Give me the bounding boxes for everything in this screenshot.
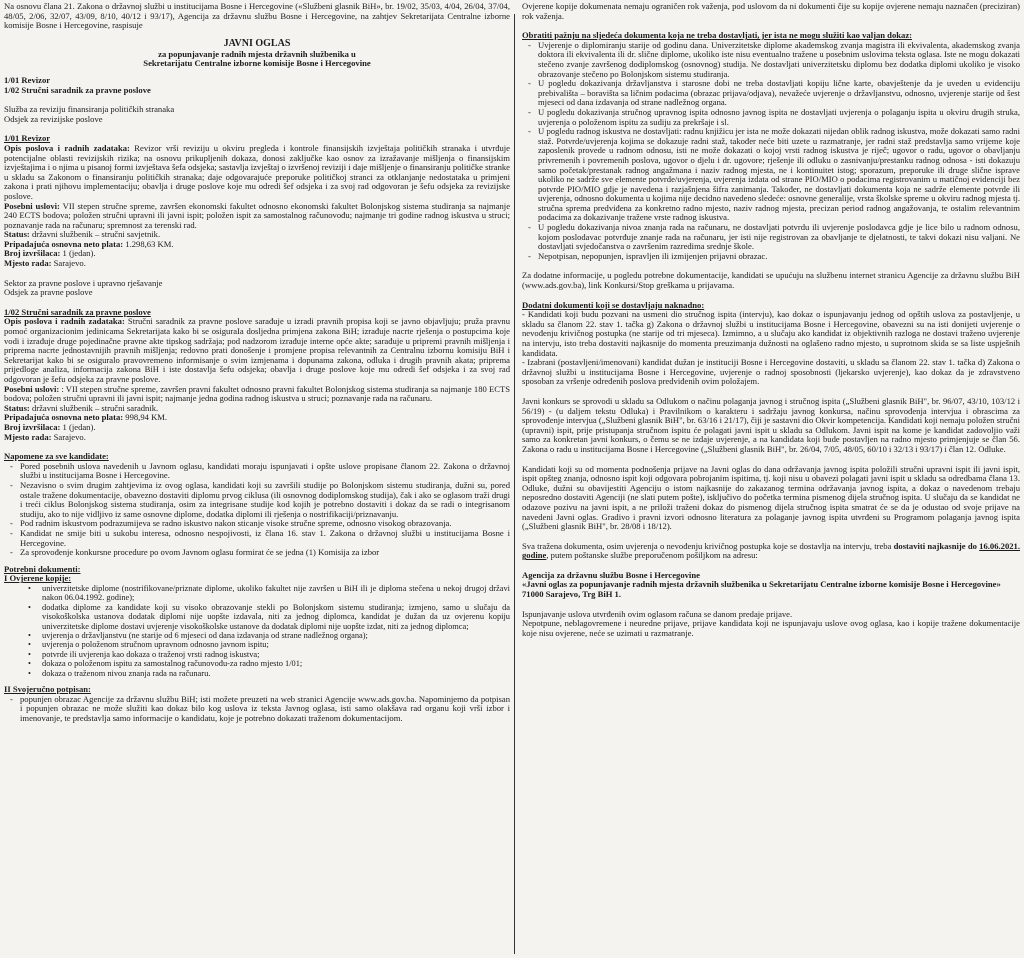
label: Broj izvršilaca: bbox=[4, 248, 61, 259]
value: VII stepen stručne spreme, završen ekonomski fakultet odnosno ekonomski fakultet Bolonjskog sistema studiranja sa najmanje 240 ECTS bodova; položen stručni upravni ili javni ispit; položen ispit za samostalnog računovođu; najmanje tri godine radnog iskustva u struci; poznavanje rada na računaru; spremnost za terenski rad. bbox=[4, 200, 511, 230]
value: Sarajevo. bbox=[51, 258, 86, 269]
value: 1 (jedan). bbox=[60, 421, 96, 432]
list-item: • dodatka diplome za kandidate koji su visoko obrazovanje stekli po Bolonjskom sistemu studiranja; izmjeno, samo u slučaju da visokoškolska ustanova dodatak diplomi nije uopšte izdavala, niti za jednog diplomca, kandidat je dužan da uz ovjerenu kopiju univerzitetske diplome dostavi uvjerenje visokoškolske ustanove da dodatak diplomi nije uopšte izdat, niti za jednog diplomca; bbox=[24, 603, 510, 631]
list-item: - U pogledu dokazivanja državljanstva i starosne dobi ne treba dostavljati kopiju lične karte, obavještenje da je uveden u evidenciju prebivališta – boravišta sa ličnim podacima (obrazac prijava/odjava), nevažeće uvjerenje o državljanstvu, odnosno, uvjerenje starije od šest mjeseci od dana izdavanja od strane nadležnog organa. bbox=[522, 79, 1020, 108]
label: Status: bbox=[4, 229, 30, 240]
label: Pripadajuća osnovna neto plata: bbox=[4, 412, 124, 423]
documents-list bbox=[4, 584, 510, 678]
position-2-location bbox=[4, 433, 510, 443]
list-item: • univerzitetske diplome (nostrifikovane/priznate diplome, ukoliko fakultet nije završen u BiH ili je diploma stečena u nekoj drugoj državi nakon 06.04.1992. godine); bbox=[24, 584, 510, 603]
position-1-description bbox=[4, 144, 510, 202]
list-item: • potvrde ili uvjerenja kao dokaza o traženoj vrsti radnog iskustva; bbox=[24, 650, 510, 659]
announcement-subtitle-1: za popunjavanje radnih mjesta državnih službenika u bbox=[158, 48, 356, 59]
label: Mjesto rada: bbox=[4, 258, 52, 269]
value: : VII stepen stručne spreme, završen pravni fakultet odnosno pravni fakultet Bolonjskog sistema studiranja sa najmanje 180 ECTS bodova; položen stručni upravni ili javni ispit; najmanje jedna godina radnog iskustva u struci; poznavanje rada na računaru. bbox=[4, 383, 511, 404]
address-line-1: Agencija za državnu službu Bosne i Hercegovine bbox=[522, 569, 700, 580]
list-item: - U pogledu dokazivanja nivoa znanja rada na računaru, ne dostavljati potvrdu ili uvjerenje poslodavca gdje je lice bilo u radnom odnosu, kojom poslodavac potvrđuje znanje rada na računaru, jer isti nije registrovan za obavljanje te djelatnosti, te takvi dokazi nisu valjani. Ne dostavljati svjedočanstva o završenim razredima srednje škole. bbox=[522, 223, 1020, 252]
certified-copies-note: Ovjerene kopije dokumenata nemaju ograničen rok važenja, pod uslovom da ni dokumenti čije su kopije ovjerene nemaju naznačen (preciziran) rok važenja. bbox=[522, 1, 1020, 21]
position-1-requirements bbox=[4, 202, 510, 231]
notes-list bbox=[4, 462, 510, 558]
label: Pripadajuća osnovna neto plata: bbox=[4, 238, 124, 249]
label: Broj izvršilaca: bbox=[4, 421, 61, 432]
value: 1 (jedan). bbox=[60, 248, 96, 259]
documents-heading: Potrebni dokumenti: bbox=[4, 563, 81, 574]
extra-documents-item-1: - Kandidati koji budu pozvani na usmeni dio stručnog ispita (intervju), kao dokaz o ispunjavanju jednog od opštih uslova za postavljenje, u skladu sa članom 22. stav 1. tačka g) Zakona o državnoj službi u institucijama Bosne i Hercegovine, obavezni su na isti donijeti uvjerenje o nevođenju krivičnog postupka (ne starije od tri mjeseca). Izmimno, a u slučaju ako kandidat iz objektivnih razloga ne dostavi traženo uvjerenje na intervju, isto treba dostaviti najkasnije do momenta preuzimanja dužnosti na oglašeno radno mjesto, u suprotnom skida se sa liste uspješnih kandidata. bbox=[522, 309, 1020, 358]
deadline-label: dostaviti najkasnije do bbox=[893, 540, 977, 551]
department-1-name: Služba za reviziju finansiranja političkih stranaka bbox=[4, 104, 175, 115]
address-line-2: «Javni oglas za popunjavanje radnih mjesta državnih službenika u Sekretarijatu Centralne izborne komisije Bosne i Hercegovine» bbox=[522, 579, 1001, 590]
value: državni službenik – stručni savjetnik. bbox=[29, 229, 161, 240]
list-item: - Uvjerenje o diplomiranju starije od godinu dana. Univerzitetske diplome akademskog zvanja magistra ili ekvivalenta, akademskog zvanja doktora ili ekvivalenta ili dr. slične diplome, ukoliko iste nisu eventualno tražene u posebnim uslovima teksta oglasa. Iste ne mogu dokazati stečeno zvanje završenog dodiplomskog (osnovnog) studija. Ne dostavljati univerzitetsku diplomu bez dodatka diplomi ukoliko je visoko obrazovanje stečeno po Bolonjskom sistemu studiranja. bbox=[522, 41, 1020, 79]
list-item: • uvjerenja o položenom stručnom upravnom odnosno javnom ispitu; bbox=[24, 640, 510, 649]
signed-form-list bbox=[4, 695, 510, 724]
toc-item-1: 1/01 Revizor bbox=[4, 74, 51, 85]
extra-documents-item-2: - Izabrani (postavljeni/imenovani) kandidat dužan je instituciji Bosne i Hercegovine dostaviti, u skladu sa članom 22. stav 1. tačka d) Zakona o državnoj službi u institucijama Bosne i Hercegovine, uvjerenje o radnoj sposobnosti (ljekarsko uvjerenje), kao dokaz da je zdravstveno sposoban za vršenje određenih poslova predviđenih ovim položajem. bbox=[522, 357, 1020, 387]
value: 1.298,63 KM. bbox=[123, 238, 174, 249]
position-2-requirements bbox=[4, 385, 510, 404]
list-item: - U pogledu radnog iskustva ne dostavljati: radnu knjižicu jer ista ne može dokazati nijedan oblik radnog iskustva, može dokazati samo radni staž. Potvrde/uvjerenja kojima se dokazuje radni staž, također neće biti uzete u razmatranje, jer radni staž predstavlja samo vrijeme koje zaposlenik provede u radnom odnosu, isti ne može dokazati o kojoj vrsti radnog iskustva je riječ; ugovor o radu, ugovor o obavljanju privremenih i povremenih poslova, ugovor o djelu i dr. ugovore; rješenje ili odluku o zasnivanju/prestanku radnog odnosa - isti dokazuju samo početak/prestanak radnog angažmana i naziv radnog mjesta, ne i kontinuitet istog; sporazum, preporuke ili druge slične isprave ukoliko ne sadrže sve elemente potvrde/uvjerenja, uvjerenja izdata od strane PIO/MIO o podacima registrovanim u matičnoj evidenciji bez potvrde PIO/MIO gdje je navedena i razjašnjena šifra zanimanja. Također, ne dostavljati dokumenta koja ne sadrže elemente potvrde ili uvjerenja, odnosno dokumenta u kojima nije decidno navedeno sledeće: osnovne generalije, vrsta školske spreme u okviru radnog mjesta tj. stručna sprema predviđena za konkretno radno mjesto, naziv radnog mjesta, precizan period radnog angažovanja, te ostalim relevantnim podacima za dokazivanje tražene vrste radnog iskustva. bbox=[522, 127, 1020, 223]
value: Stručni saradnik za pravne poslove sarađuje u izradi pravnih propisa koji se javno objavljuju; pruža pravnu pomoć organizacionim jedinicama Sekretarijata kako bi se osiguraIa dosljedna primjena zakona BiH; izrađuje nacrte rješenja o postupcima koje vodi i izrađuje druge pojedinačne pravne akte tipskog sadržaja; pod nadzorom izrađuje interne opće akte; sarađuje u pripremi pravnih mišljenja i pripremа nacrte jednostavnijih pravnih mišljenja; redovno prati donošenje i promjene propisa relevantnih za Centralnu izbornu komisiju BiH i Sekretarijat kako bi se osiguralo pravovremeno informisanje o svim izmjenama i dopunama zakona, odluka i drugih pravnih akata; priprema prijedloge analiza, informacija zakona BiH i iste dostavlja šefu odsjeka; obavlja i druge poslove koje mu odredi šef odsjeka i za svoj rad odgovoran je šefu odsjeka za pravne poslove. bbox=[4, 316, 511, 384]
left-column bbox=[4, 2, 510, 723]
additional-info-paragraph: Za dodatne informacije, u pogledu potrebne dokumentacije, kandidati se upućuju na službenu internet stranicu Agencije za državnu službu BiH (www.ads.gov.ba), link Konkursi/Stop greškama u prijavama. bbox=[522, 270, 1020, 291]
list-item: - Za sprovođenje konkursne procedure po ovom Javnom oglasu formirat će se jedna (1) Komisija za izbor bbox=[4, 548, 510, 558]
position-1-location bbox=[4, 259, 510, 269]
list-item: - Nepotpisan, nepopunjen, ispravljen ili izmijenjen prijavni obrazac. bbox=[522, 252, 1020, 262]
position-2-description bbox=[4, 317, 510, 384]
rejection-note: Nepotpune, neblagovremene i neuredne prijave, prijave kandidata koji ne ispunjavaju uslove ovog oglasa, kao i kopije tražene dokumentacije koje nisu ovjerene, neće se uzimati u razmatranje. bbox=[522, 618, 1020, 638]
list-item: • dokaza o položenom ispitu za samostalnog računovođu-za radno mjesto 1/01; bbox=[24, 659, 510, 668]
value: 998,94 KM. bbox=[123, 412, 168, 423]
notes-heading: Napomene za sve kandidate: bbox=[4, 451, 109, 462]
column-divider bbox=[514, 14, 515, 954]
deadline-paragraph bbox=[522, 542, 1020, 561]
list-item: - U pogledu dokazivanja stručnog upravnog ispita odnosno javnog ispita ne dostavljati uvjerenja o polaganju ispita u okviru drugih struka, uvjerenja o položenom ispitu za sudiju za prekršaje i sl. bbox=[522, 108, 1020, 127]
public-exam-paragraph: Javni konkurs se sprovodi u skladu sa Odlukom o načinu polaganja javnog i stručnog ispita („Službeni glasnik BiH", br. 96/07, 43/10, 103/12 i 56/19) - (u daljem tekstu Odluka) i Pravilnikom o karakteru i sadržaju javnog konkursa, načinu sprovođenja intervjua i obrascima za sprovođenje intervjua („Službeni glasnik BiH", br. 63/16 i 21/17), čiji je sastavni dio Okvir kompetencija. Kandidati koji nemaju položen stručni (upravni) ispit, prije pristupanja stručnom ispitu će polagati javni ispit u skladu sa Odlukom. Javni ispit na kome je kandidat zadovoljio važi samo za konkretan javni konkurs, o čemu se ne izdaje uvjerenje, a na kandidata koji bude postavljen na radno mjesto primjenjuje se član 56. Zakona o radu u institucijama Bosne i Hercegovine („Službeni glasnik BiH", br. 26/04, 7/05, 48/05, 60/10 i 32/13 i 93/17) i član 12. Odluke. bbox=[522, 395, 1020, 454]
list-item: - Pored posebnih uslova navedenih u Javnom oglasu, kandidati moraju ispunjavati i opšte uslove propisane članom 22. Zakona o državnoj službi u institucijama Bosne i Hercegovine. bbox=[4, 462, 510, 481]
label: Opis poslova i radnih zadataka: bbox=[4, 316, 125, 327]
list-item: - Pod radnim iskustvom podrazumijeva se radno iskustvo nakon sticanje visoke stručne spreme, odnosno visokog obrazovanja. bbox=[4, 519, 510, 529]
exam-exemption-paragraph: Kandidati koji su od momenta podnošenja prijave na Javni oglas do dana održavanja javnog ispita položili stručni upravni ispit ili javni ispit, ispit opšteg znanja, odnosno ispit koji odgovara pobrojanim ispitima, tj. koji nisu u obavezi polagati javni ispit u skladu sa odredbama člana 13. Odluke, dužni su obavijestiti Agenciju o istom najkasnije do zakazanog termina održavanja javnog ispita, a dokaz o navedenom trebaju neposredno dostaviti Agenciji (ne slati putem pošte), isključivo do početka termina pismenog dijela stručnog ispita. U slučaju da se kandidat ne odazove pozivu na javni ispit, a ne priloži traženi dokaz do pismenog dijela stručnog ispita smatrat će se da je odustao od svoje prijave na navedeni Javni oglas. Gradivo i pravni izvori odnosno literatura za polaganje javnog ispita utvrđeni su Programom polaganja javnog ispita („Službeni glasnik BiH", br. 28/08 i 18/12). bbox=[522, 463, 1020, 532]
toc-item-2: 1/02 Stručni saradnik za pravne poslove bbox=[4, 84, 151, 95]
attention-heading: Obratiti pažnju na sljedeća dokumenta koja ne treba dostavljati, jer ista ne mogu služiti kao valjan dokaz: bbox=[522, 30, 912, 41]
deadline-rest: , putem poštanske službe preporučenom pošiljkom na adresu: bbox=[546, 550, 758, 561]
deadline-date: 16.06.2021. godine bbox=[522, 540, 1020, 561]
value: Revizor vrši reviziju u okviru pregleda i kontrole finansijskih izvještaja političkih stranaka i utvrđuje potencijalne oblasti revizijskih rizika; na osnovu prikupljenih dokaza, donosi zaključke kao osnov za izražavanje mišljenja o finansijskim izvještajima i o njima u pisanoj formi izvještava šefa odsjeka; sastavlja izvještaj o izvršenoj reviziji i daje mišljenje o finansiranju političke stranke u skladu sa Zakonom o finansiranju političkih stranaka; daje odgovarajuće preporuke političkoj stranci za otklanjanje nedostataka u primjeni zakona i prati njihovu implementaciju; obavlja i druge poslove koje mu odredi šef odsjeka i za svoj rad odgovoran je šefu odsjeka za revizijske poslove. bbox=[4, 142, 510, 201]
eligibility-note: Ispunjavanje uslova utvrđenih ovim oglasom računa se danom predaje prijave. bbox=[522, 608, 793, 619]
section-1-name: Odsjek za revizijske poslove bbox=[4, 113, 103, 124]
position-1-heading: 1/01 Revizor bbox=[4, 133, 51, 144]
label: Posebni uslovi: bbox=[4, 383, 60, 394]
department-2-name: Sektor za pravne poslove i upravno rješavanje bbox=[4, 277, 163, 288]
announcement-title: JAVNI OGLAS bbox=[223, 37, 291, 49]
deadline-text: Sva tražena dokumenta, osim uvjerenja o nevođenju krivičnog postupka koje se dostavlja na intervju, treba bbox=[522, 540, 894, 551]
value: Sarajevo. bbox=[51, 431, 86, 442]
extra-documents-heading: Dodatni dokumenti koji se dostavljaju naknadno: bbox=[522, 299, 705, 310]
intro-paragraph: Na osnovu člana 21. Zakona o državnoj službi u institucijama Bosne i Hercegovine («Službeni glasnik BiH», br. 19/02, 35/03, 4/04, 26/04, 37/04, 48/05, 2/06, 32/07, 43/09, 8/10, 40/12 i 93/17), Agencija za državnu službu Bosne i Hercegovine, na zahtjev Sekretarijata Centralne izborne komisije Bosne i Hercegovine, raspisuje bbox=[4, 1, 510, 31]
label: Status: bbox=[4, 402, 30, 413]
signed-form-heading: II Svojeručno potpisan: bbox=[4, 683, 91, 694]
list-item: - Kandidat ne smije biti u sukobu interesa, odnosno nespojivosti, iz člana 16. stav 1. Zakona o državnoj službi u institucijama Bosne i Hercegovine. bbox=[4, 529, 510, 548]
right-column bbox=[522, 2, 1020, 638]
list-item: • uvjerenja o državljanstvu (ne starije od 6 mjeseci od dana izdavanja od strane nadležnog organa); bbox=[24, 631, 510, 640]
label: Mjesto rada: bbox=[4, 431, 52, 442]
list-item: - popunjen obrazac Agencije za državnu službu BiH; isti možete preuzeti na web stranici Agencije www.ads.gov.ba. Napominjemo da potpisan i popunjen obrazac ne može služiti kao dokaz bilo kog uslova iz teksta Javnog oglasa, isti samo olakšava rad organu koji vrši izbor i imenovanje, te predstavlja samo informacije o kandidatu, koje je potrebno dokazati traženom dokumentacijom. bbox=[4, 695, 510, 724]
announcement-subtitle-2: Sekretarijatu Centralne izborne komisije Bosne i Hercegovine bbox=[143, 58, 371, 69]
section-2-name: Odsjek za pravne poslove bbox=[4, 287, 93, 298]
address-line-3: 71000 Sarajevo, Trg BiH 1. bbox=[522, 589, 621, 600]
documents-subheading: I Ovjerene kopije: bbox=[4, 573, 72, 584]
label: Opis poslova i radnih zadataka: bbox=[4, 142, 130, 153]
value: državni službenik – stručni saradnik. bbox=[29, 402, 159, 413]
label: Posebni uslovi: bbox=[4, 200, 60, 211]
list-item: • dokaza o traženom nivou znanja rada na računaru. bbox=[24, 669, 510, 678]
position-2-heading: 1/02 Stručni saradnik za pravne poslove bbox=[4, 306, 151, 317]
attention-list bbox=[522, 41, 1020, 262]
list-item: - Nezavisno o svim drugim zahtjevima iz ovog oglasa, kandidati koji su završili studije po Bolonjskom sistemu studiranja, dužni su, pored ostale tražene dokumentacije, obavezno dostaviti diplomu prvog ciklusa (ili osnovnog dodiplomskog studija), čak i ako se oglasom traži drugi i treći ciklus Bolonjskog sistema studiranja, osim za integrisane studije kod kojih je potrebno dostaviti i dokaz da se radi o integrisanom studiju, ako to nije vidljivo iz same osnovne diplome, dodatka diplomi ili rješenja o nostrifikaciji/priznavanju. bbox=[4, 481, 510, 519]
